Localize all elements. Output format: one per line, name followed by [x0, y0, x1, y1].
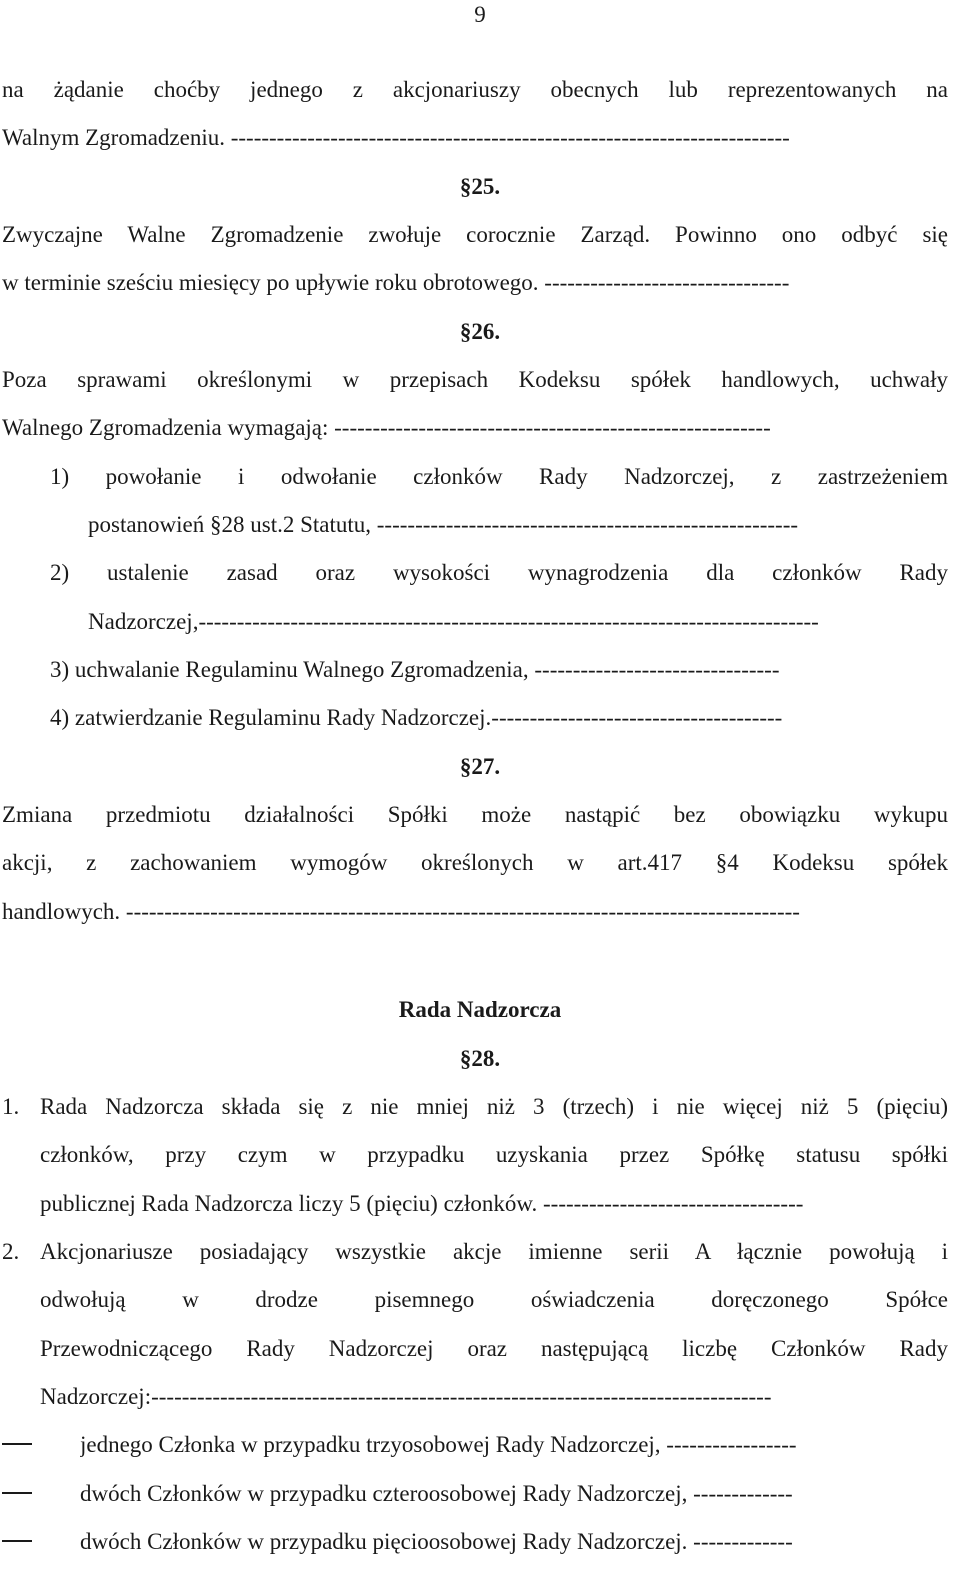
section-heading-25: §25.	[459, 174, 501, 199]
paragraph-line: na żądanie choćby jednego z akcjonariuszy obecnych lub reprezentowanych na	[2, 77, 948, 102]
paragraph-line: Nadzorczej:---------------------------------------------------------------------------------	[40, 1384, 772, 1409]
paragraph-line: Zmiana przedmiotu działalności Spółki może nastąpić bez obowiązku wykupu	[2, 802, 948, 827]
bullet-item	[2, 1429, 948, 1461]
paragraph-line: w terminie sześciu miesięcy po upływie roku obrotowego. --------------------------------	[2, 270, 790, 295]
paragraph-line: Poza sprawami określonymi w przepisach Kodeksu spółek handlowych, uchwały	[2, 367, 948, 392]
paragraph-line: członków, przy czym w przypadku uzyskania przez Spółkę statusu spółki	[40, 1142, 948, 1167]
bullet-item	[2, 1526, 948, 1558]
dash-bullet-icon	[2, 1540, 32, 1542]
section-heading-26: §26.	[459, 319, 501, 344]
dash-bullet-icon	[2, 1443, 32, 1445]
paragraph-line: odwołują w drodze pisemnego oświadczenia doręczonego Spółce	[40, 1287, 948, 1312]
list-item: 1) powołanie i odwołanie członków Rady Nadzorczej, z zastrzeżeniem	[50, 464, 948, 489]
dash-bullet-icon	[2, 1492, 32, 1494]
chapter-title: Rada Nadzorcza	[398, 997, 562, 1022]
bullet-text: dwóch Członków w przypadku czteroosobowej Rady Nadzorczej, -------------	[80, 1481, 793, 1506]
paragraph-number: 2.	[2, 1239, 20, 1264]
section-heading-28: §28.	[459, 1046, 501, 1071]
paragraph-line: Przewodniczącego Rady Nadzorczej oraz następującą liczbę Członków Rady	[40, 1336, 948, 1361]
list-item: 3) uchwalanie Regulaminu Walnego Zgromadzenia, --------------------------------	[50, 657, 780, 682]
paragraph-line: Zwyczajne Walne Zgromadzenie zwołuje corocznie Zarząd. Powinno ono odbyć się	[2, 222, 948, 247]
list-item-continued: Nadzorczej,---------------------------------------------------------------------------------	[88, 609, 819, 634]
paragraph-line: Walnym Zgromadzeniu. -------------------------------------------------------------------------	[2, 125, 790, 150]
paragraph-line: Akcjonariusze posiadający wszystkie akcje imienne serii A łącznie powołują i	[40, 1239, 948, 1264]
paragraph-line: akcji, z zachowaniem wymogów określonych w art.417 §4 Kodeksu spółek	[2, 850, 948, 875]
bullet-text: jednego Członka w przypadku trzyosobowej Rady Nadzorczej, -----------------	[80, 1432, 797, 1457]
list-item: 4) zatwierdzanie Regulaminu Rady Nadzorczej.--------------------------------------	[50, 705, 783, 730]
paragraph-line: handlowych. ----------------------------------------------------------------------------------------	[2, 899, 800, 924]
bullet-item	[2, 1478, 948, 1510]
paragraph-line: Walnego Zgromadzenia wymagają: ---------------------------------------------------------	[2, 415, 771, 440]
page-number: 9	[474, 2, 486, 27]
list-item: 2) ustalenie zasad oraz wysokości wynagrodzenia dla członków Rady	[50, 560, 948, 585]
paragraph-number: 1.	[2, 1094, 20, 1119]
paragraph-line: publicznej Rada Nadzorcza liczy 5 (pięciu) członków. ----------------------------------	[40, 1191, 804, 1216]
section-heading-27: §27.	[459, 754, 501, 779]
paragraph-line: Rada Nadzorcza składa się z nie mniej niż 3 (trzech) i nie więcej niż 5 (pięciu)	[40, 1094, 948, 1119]
bullet-text: dwóch Członków w przypadku pięcioosobowej Rady Nadzorczej. -------------	[80, 1529, 793, 1554]
list-item-continued: postanowień §28 ust.2 Statutu, -------------------------------------------------------	[88, 512, 799, 537]
